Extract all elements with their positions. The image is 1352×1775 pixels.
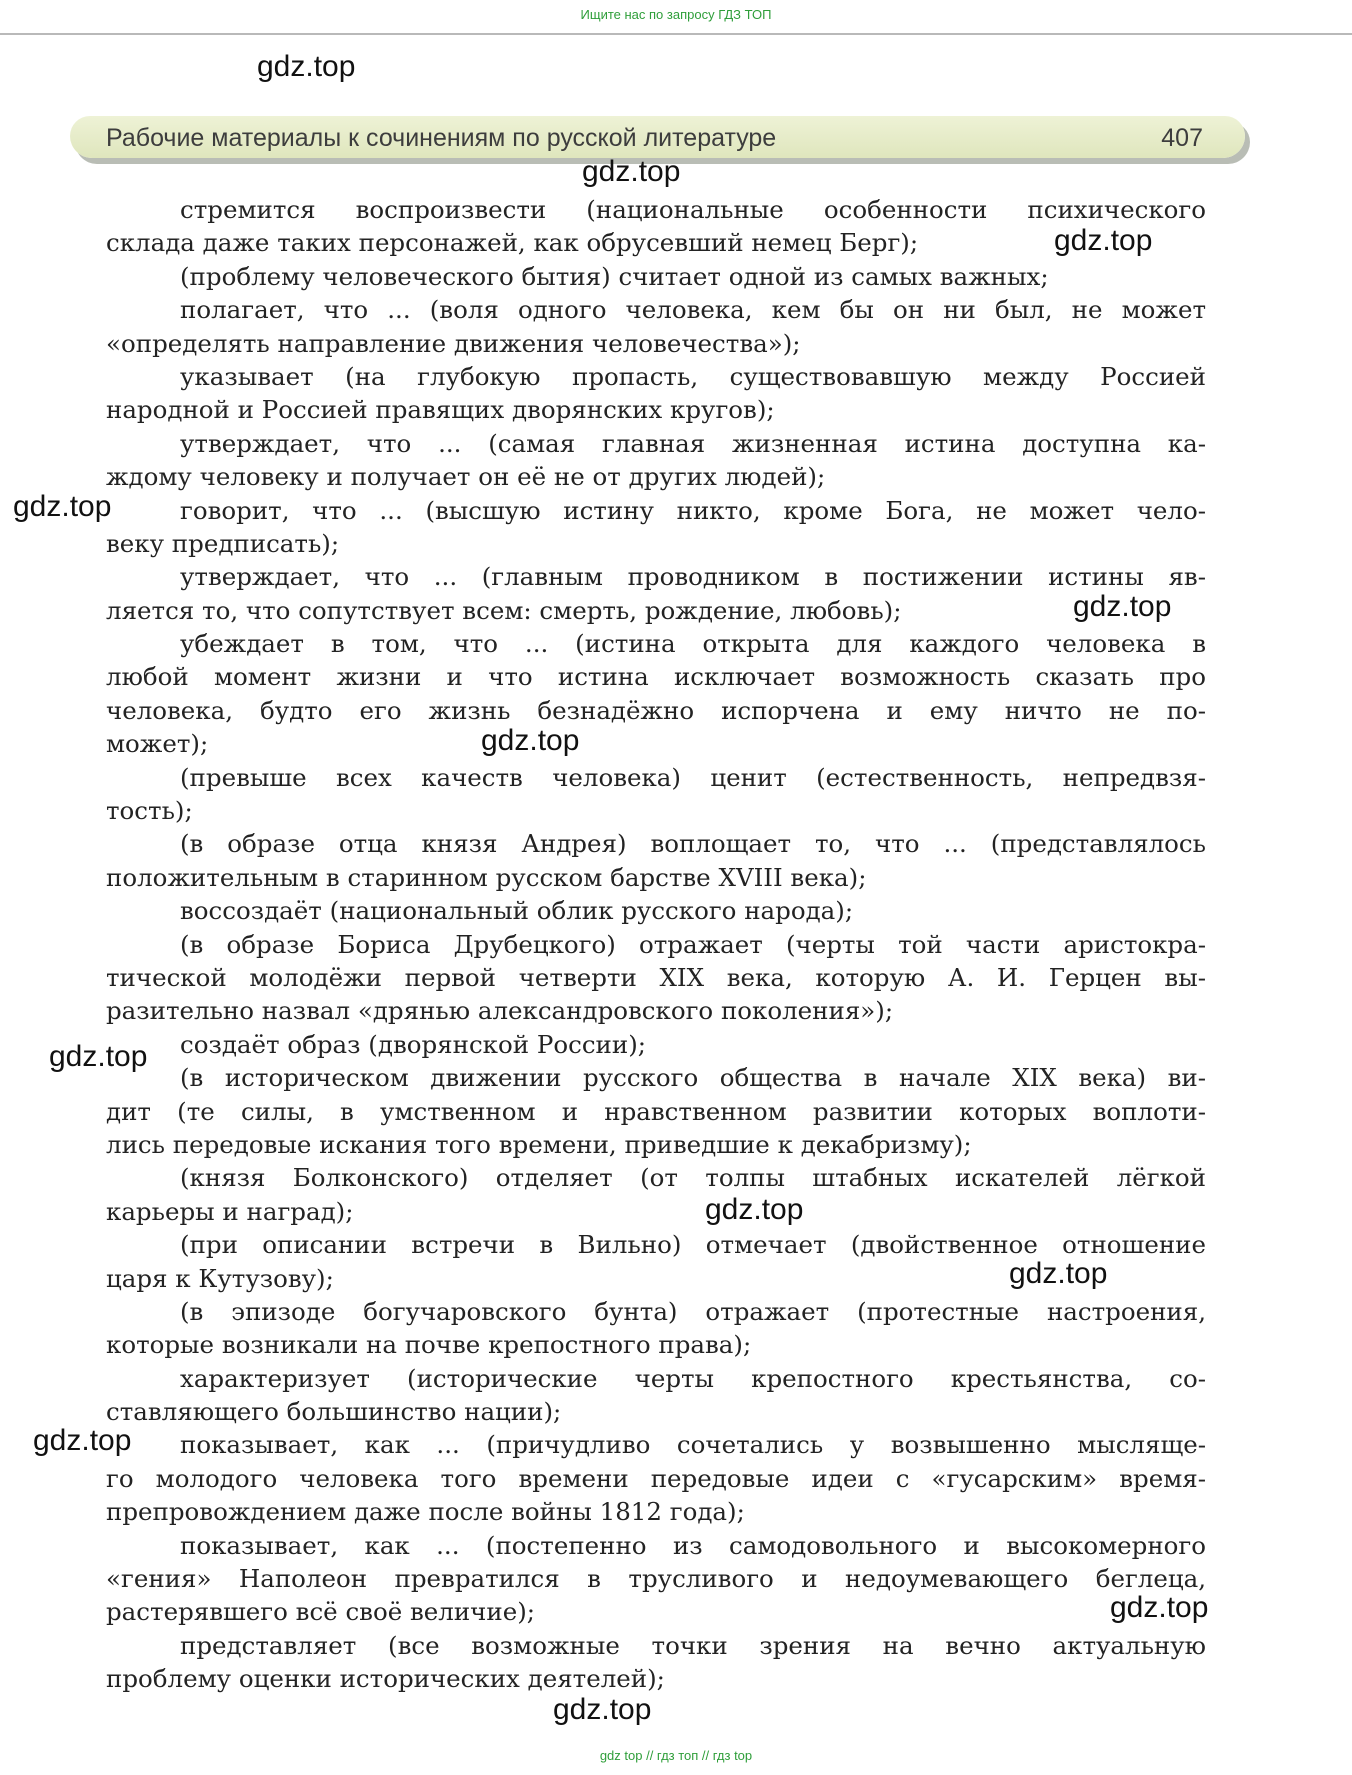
- text-line: создаёт образ (дворянской России);: [180, 1029, 647, 1059]
- watermark: gdz.top: [1054, 224, 1153, 257]
- page-header: [70, 116, 1245, 158]
- text-line: народной и Россией правящих дворянских кругов);: [106, 395, 775, 425]
- watermark: gdz.top: [481, 724, 580, 757]
- text-line: которые возникали на почве крепостного права);: [106, 1330, 752, 1360]
- footer-links: gdz top // гдз топ // гдз top: [599, 1748, 753, 1763]
- text-line: разительно назвал «дрянью александровского поколения»);: [106, 996, 894, 1026]
- watermark: gdz.top: [13, 490, 112, 523]
- text-line: царя к Кутузову);: [106, 1263, 334, 1293]
- text-line: «гения» Наполеон превратился в трусливого и недоумевающего беглеца,: [106, 1564, 1206, 1594]
- text-line: ждому человеку и получает он её не от других людей);: [106, 462, 826, 492]
- text-line: представляет (все возможные точки зрения на вечно актуальную: [180, 1630, 1206, 1660]
- text-line: препровождением даже после войны 1812 года);: [106, 1497, 745, 1527]
- text-line: веку предписать);: [106, 528, 340, 558]
- watermark: gdz.top: [1009, 1257, 1108, 1290]
- text-line: (в образе Бориса Друбецкого) отражает (черты той части аристокра-: [180, 929, 1206, 959]
- text-line: убеждает в том, что ... (истина открыта для каждого человека в: [180, 629, 1206, 659]
- watermark: gdz.top: [1073, 590, 1172, 623]
- text-line: стремится воспроизвести (национальные особенности психического: [180, 195, 1206, 224]
- top-banner: Ищите нас по запросу ГДЗ ТОП: [0, 0, 1352, 35]
- text-line: тость);: [106, 796, 193, 826]
- text-line: (превыше всех качеств человека) ценит (естественность, непредвзя-: [180, 762, 1206, 792]
- text-line: ставляющего большинство нации);: [106, 1397, 562, 1427]
- text-line: указывает (на глубокую пропасть, существовавшую между Россией: [180, 361, 1206, 391]
- text-line: (в историческом движении русского общества в начале XIX века) ви-: [180, 1063, 1206, 1093]
- text-line: склада даже таких персонажей, как обрусевший немец Берг);: [106, 228, 919, 258]
- text-line: любой момент жизни и что истина исключает возможность сказать про: [106, 662, 1206, 692]
- text-line: лись передовые искания того времени, приведшие к декабризму);: [106, 1129, 972, 1159]
- text-line: может);: [106, 729, 209, 759]
- text-line: человека, будто его жизнь безнадёжно испорчена и ему ничто не по-: [106, 695, 1206, 725]
- text-line: (проблему человеческого бытия) считает одной из самых важных;: [180, 261, 1049, 291]
- text-line: показывает, как ... (причудливо сочетались у возвышенно мысляще-: [180, 1430, 1206, 1460]
- body-text: [106, 193, 1209, 1696]
- watermark: gdz.top: [553, 1693, 652, 1726]
- text-line: положительным в старинном русском барстве XVIII века);: [106, 862, 867, 892]
- text-line: проблему оценки исторических деятелей);: [106, 1664, 665, 1694]
- text-line: (при описании встречи в Вильно) отмечает (двойственное отношение: [180, 1230, 1206, 1260]
- text-line: дит (те силы, в умственном и нравственном развитии которых воплоти-: [106, 1096, 1206, 1126]
- text-line: «определять направление движения человечества»);: [106, 328, 801, 358]
- watermark: gdz.top: [705, 1193, 804, 1226]
- watermark: gdz.top: [33, 1424, 132, 1457]
- text-line: утверждает, что ... (главным проводником в постижении истины яв-: [180, 562, 1206, 592]
- text-line: карьеры и наград);: [106, 1196, 354, 1226]
- watermark: gdz.top: [257, 50, 356, 83]
- text-line: (в эпизоде богучаровского бунта) отражает (протестные настроения,: [180, 1296, 1206, 1326]
- text-line: говорит, что ... (высшую истину никто, кроме Бога, не может чело-: [180, 495, 1206, 525]
- text-line: характеризует (исторические черты крепостного крестьянства, со-: [180, 1363, 1206, 1393]
- watermark: gdz.top: [582, 155, 681, 188]
- watermark: gdz.top: [49, 1040, 148, 1073]
- text-line: утверждает, что ... (самая главная жизненная истина доступна ка-: [180, 428, 1206, 458]
- header-title: Рабочие материалы к сочинениям по русской литературе: [106, 124, 777, 152]
- text-line: полагает, что ... (воля одного человека, кем бы он ни был, не может: [180, 295, 1206, 325]
- text-line: тической молодёжи первой четверти XIX века, которую А. И. Герцен вы-: [106, 962, 1206, 992]
- text-line: (князя Болконского) отделяет (от толпы штабных искателей лёгкой: [180, 1163, 1206, 1193]
- text-line: воссоздаёт (национальный облик русского народа);: [180, 896, 854, 926]
- text-line: показывает, как ... (постепенно из самодовольного и высокомерного: [180, 1530, 1206, 1560]
- text-line: го молодого человека того времени передовые идеи с «гусарским» время-: [106, 1463, 1206, 1493]
- watermark: gdz.top: [1110, 1591, 1209, 1624]
- page-number: 407: [1161, 124, 1203, 152]
- text-line: (в образе отца князя Андрея) воплощает то, что ... (представлялось: [180, 829, 1206, 859]
- text-line: растерявшего всё своё величие);: [106, 1597, 536, 1627]
- text-line: ляется то, что сопутствует всем: смерть, рождение, любовь);: [106, 595, 902, 625]
